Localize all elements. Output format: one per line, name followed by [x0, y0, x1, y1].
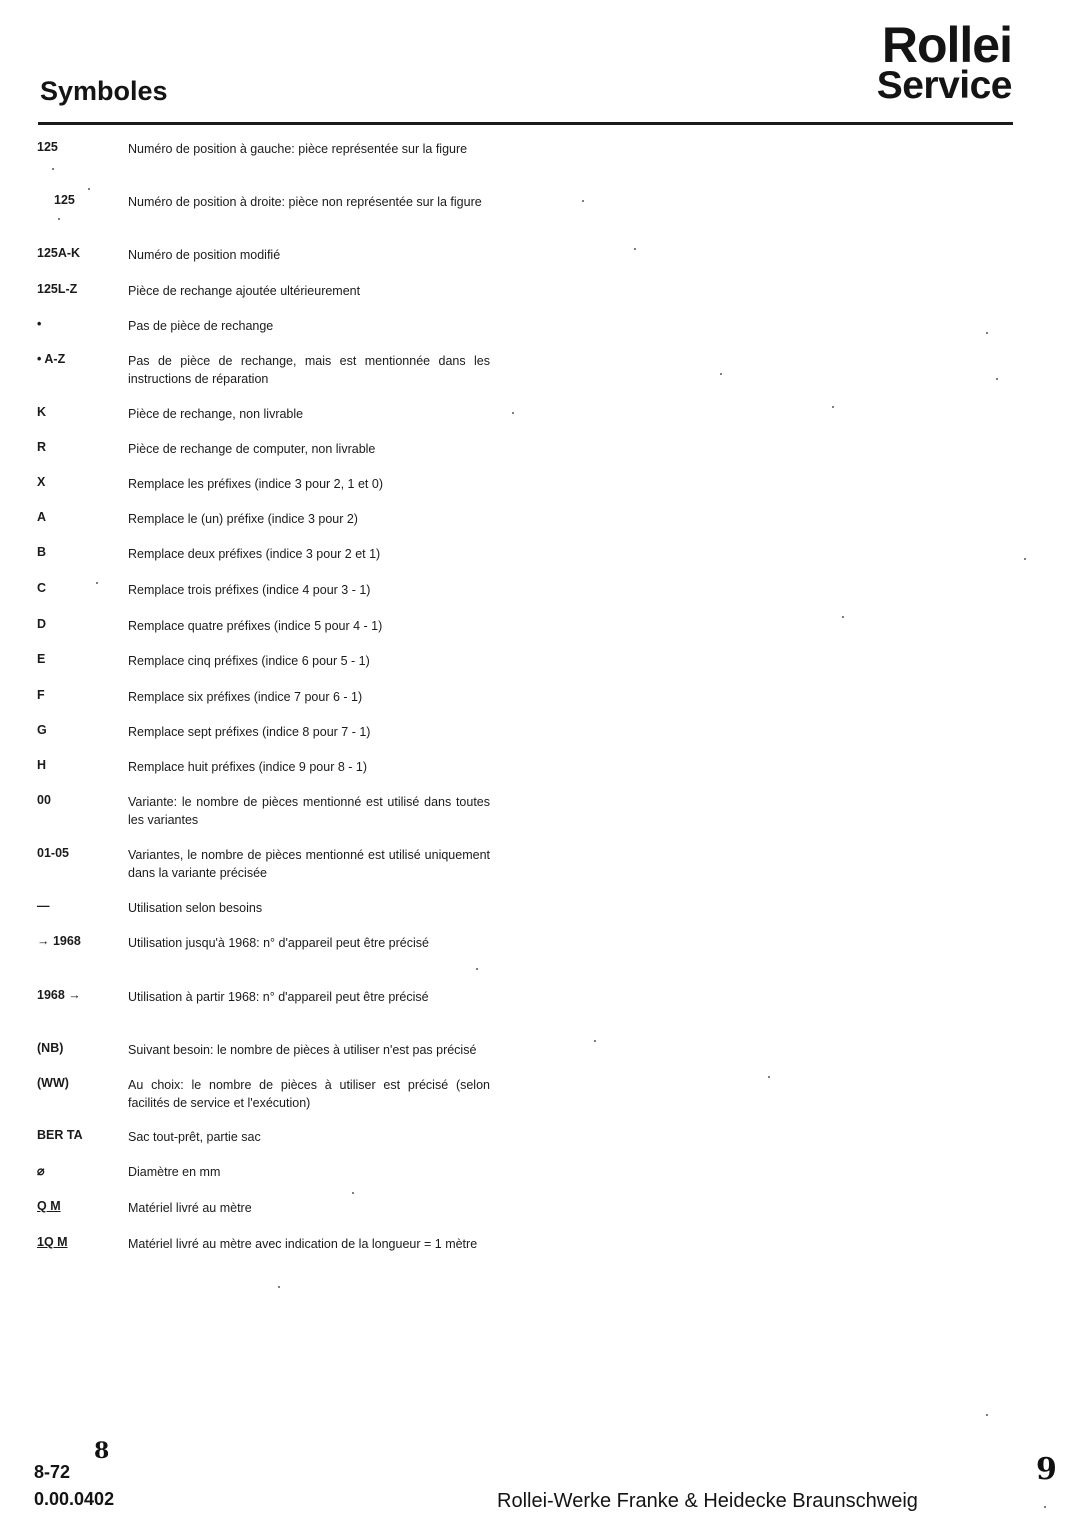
- scan-speck: [96, 582, 98, 584]
- symbol: G: [37, 723, 47, 737]
- scan-speck: [842, 616, 844, 618]
- scan-speck: [768, 1076, 770, 1078]
- date-code: 8-72: [34, 1462, 71, 1482]
- symbol: 01-05: [37, 846, 69, 860]
- description: Matériel livré au mètre: [128, 1201, 252, 1215]
- description: Numéro de position à droite: pièce non représentée sur la figure: [128, 195, 482, 209]
- description: Utilisation à partir 1968: n° d'appareil peut être précisé: [128, 990, 429, 1004]
- symbol: R: [37, 440, 47, 454]
- symbol: 125A-K: [37, 246, 81, 260]
- description: Utilisation jusqu'à 1968: n° d'appareil peut être précisé: [128, 936, 429, 950]
- symbol: ⌀: [37, 1164, 45, 1178]
- symbol: H: [37, 758, 47, 772]
- description: Pas de pièce de rechange: [128, 319, 274, 333]
- description: Remplace les préfixes (indice 3 pour 2, 1 et 0): [128, 477, 383, 491]
- description: Suivant besoin: le nombre de pièces à utiliser n'est pas précisé: [128, 1043, 477, 1057]
- symbol: 125: [37, 140, 58, 154]
- scan-speck: [278, 1286, 280, 1288]
- description: Pas de pièce de rechange, mais est mentionnée dans les instructions de réparation: [128, 354, 490, 386]
- description: Utilisation selon besoins: [128, 901, 263, 915]
- scan-speck: [58, 218, 60, 220]
- description: Sac tout-prêt, partie sac: [128, 1130, 261, 1144]
- symbol: (WW): [37, 1076, 69, 1090]
- handwritten-page-number: 9: [1036, 1452, 1057, 1487]
- symbol: Q M: [37, 1199, 61, 1213]
- symbol: 1968 →: [37, 988, 81, 1002]
- symbol: 125: [54, 193, 75, 207]
- logo-rollei: Rollei: [881, 17, 1012, 73]
- description: Variante: le nombre de pièces mentionné est utilisé dans toutes les variantes: [128, 795, 490, 827]
- symbol: E: [37, 652, 46, 666]
- symbol: X: [37, 475, 46, 489]
- scan-speck: [986, 1414, 988, 1416]
- symbol: BER TA: [37, 1128, 83, 1142]
- symbol: (NB): [37, 1041, 64, 1055]
- symbol: B: [37, 545, 47, 559]
- description: Pièce de rechange de computer, non livrable: [128, 442, 376, 456]
- symbol: • A-Z: [37, 352, 66, 366]
- description: Numéro de position modifié: [128, 248, 281, 262]
- symbol: 125L-Z: [37, 282, 78, 296]
- logo-service: Service: [876, 64, 1012, 107]
- symbol: 1Q M: [37, 1235, 68, 1249]
- description: Remplace huit préfixes (indice 9 pour 8 - 1): [128, 760, 368, 774]
- description: Matériel livré au mètre avec indication de la longueur = 1 mètre: [128, 1237, 478, 1251]
- symbol: K: [37, 405, 47, 419]
- scan-speck: [720, 373, 722, 375]
- scan-speck: [986, 332, 988, 334]
- scan-speck: [996, 378, 998, 380]
- scan-speck: [1024, 558, 1026, 560]
- symbol: C: [37, 581, 47, 595]
- symbol: F: [37, 688, 45, 702]
- rollei-service-logo: [876, 17, 1012, 107]
- symbol: A: [37, 510, 47, 524]
- scan-speck: [582, 200, 584, 202]
- scan-speck: [594, 1040, 596, 1042]
- scan-speck: [512, 412, 514, 414]
- scan-speck: [634, 248, 636, 250]
- description: Au choix: le nombre de pièces à utiliser est précisé (selon facilités de service et l'exécution): [128, 1078, 490, 1110]
- scan-speck: [476, 968, 478, 970]
- document-number: 0.00.0402: [34, 1489, 115, 1509]
- description: Remplace quatre préfixes (indice 5 pour 4 - 1): [128, 619, 383, 633]
- company-name: Rollei-Werke Franke & Heidecke Braunschweig: [497, 1490, 918, 1512]
- description: Pièce de rechange, non livrable: [128, 407, 304, 421]
- scan-speck: [832, 406, 834, 408]
- scan-speck: [1044, 1506, 1046, 1508]
- handwritten-mark: 8: [94, 1438, 110, 1464]
- symbol: → 1968: [37, 934, 81, 948]
- description: Remplace cinq préfixes (indice 6 pour 5 - 1): [128, 654, 370, 668]
- description: Diamètre en mm: [128, 1165, 221, 1179]
- description: Remplace sept préfixes (indice 8 pour 7 - 1): [128, 725, 371, 739]
- description: Numéro de position à gauche: pièce représentée sur la figure: [128, 142, 468, 156]
- description: Remplace six préfixes (indice 7 pour 6 - 1): [128, 690, 363, 704]
- description: Pièce de rechange ajoutée ultérieurement: [128, 284, 361, 298]
- description: Remplace deux préfixes (indice 3 pour 2 et 1): [128, 547, 381, 561]
- description: Variantes, le nombre de pièces mentionné est utilisé uniquement dans la variante précisée: [128, 848, 490, 880]
- scan-speck: [88, 188, 90, 190]
- page-title: Symboles: [40, 76, 168, 106]
- symbol: —: [37, 899, 50, 913]
- symbol: 00: [37, 793, 51, 807]
- description: Remplace trois préfixes (indice 4 pour 3 - 1): [128, 583, 371, 597]
- scan-speck: [52, 168, 54, 170]
- symbol: D: [37, 617, 47, 631]
- symbol: •: [37, 317, 42, 331]
- scan-speck: [352, 1192, 354, 1194]
- description: Remplace le (un) préfixe (indice 3 pour 2): [128, 512, 358, 526]
- header-rule: [38, 122, 1013, 125]
